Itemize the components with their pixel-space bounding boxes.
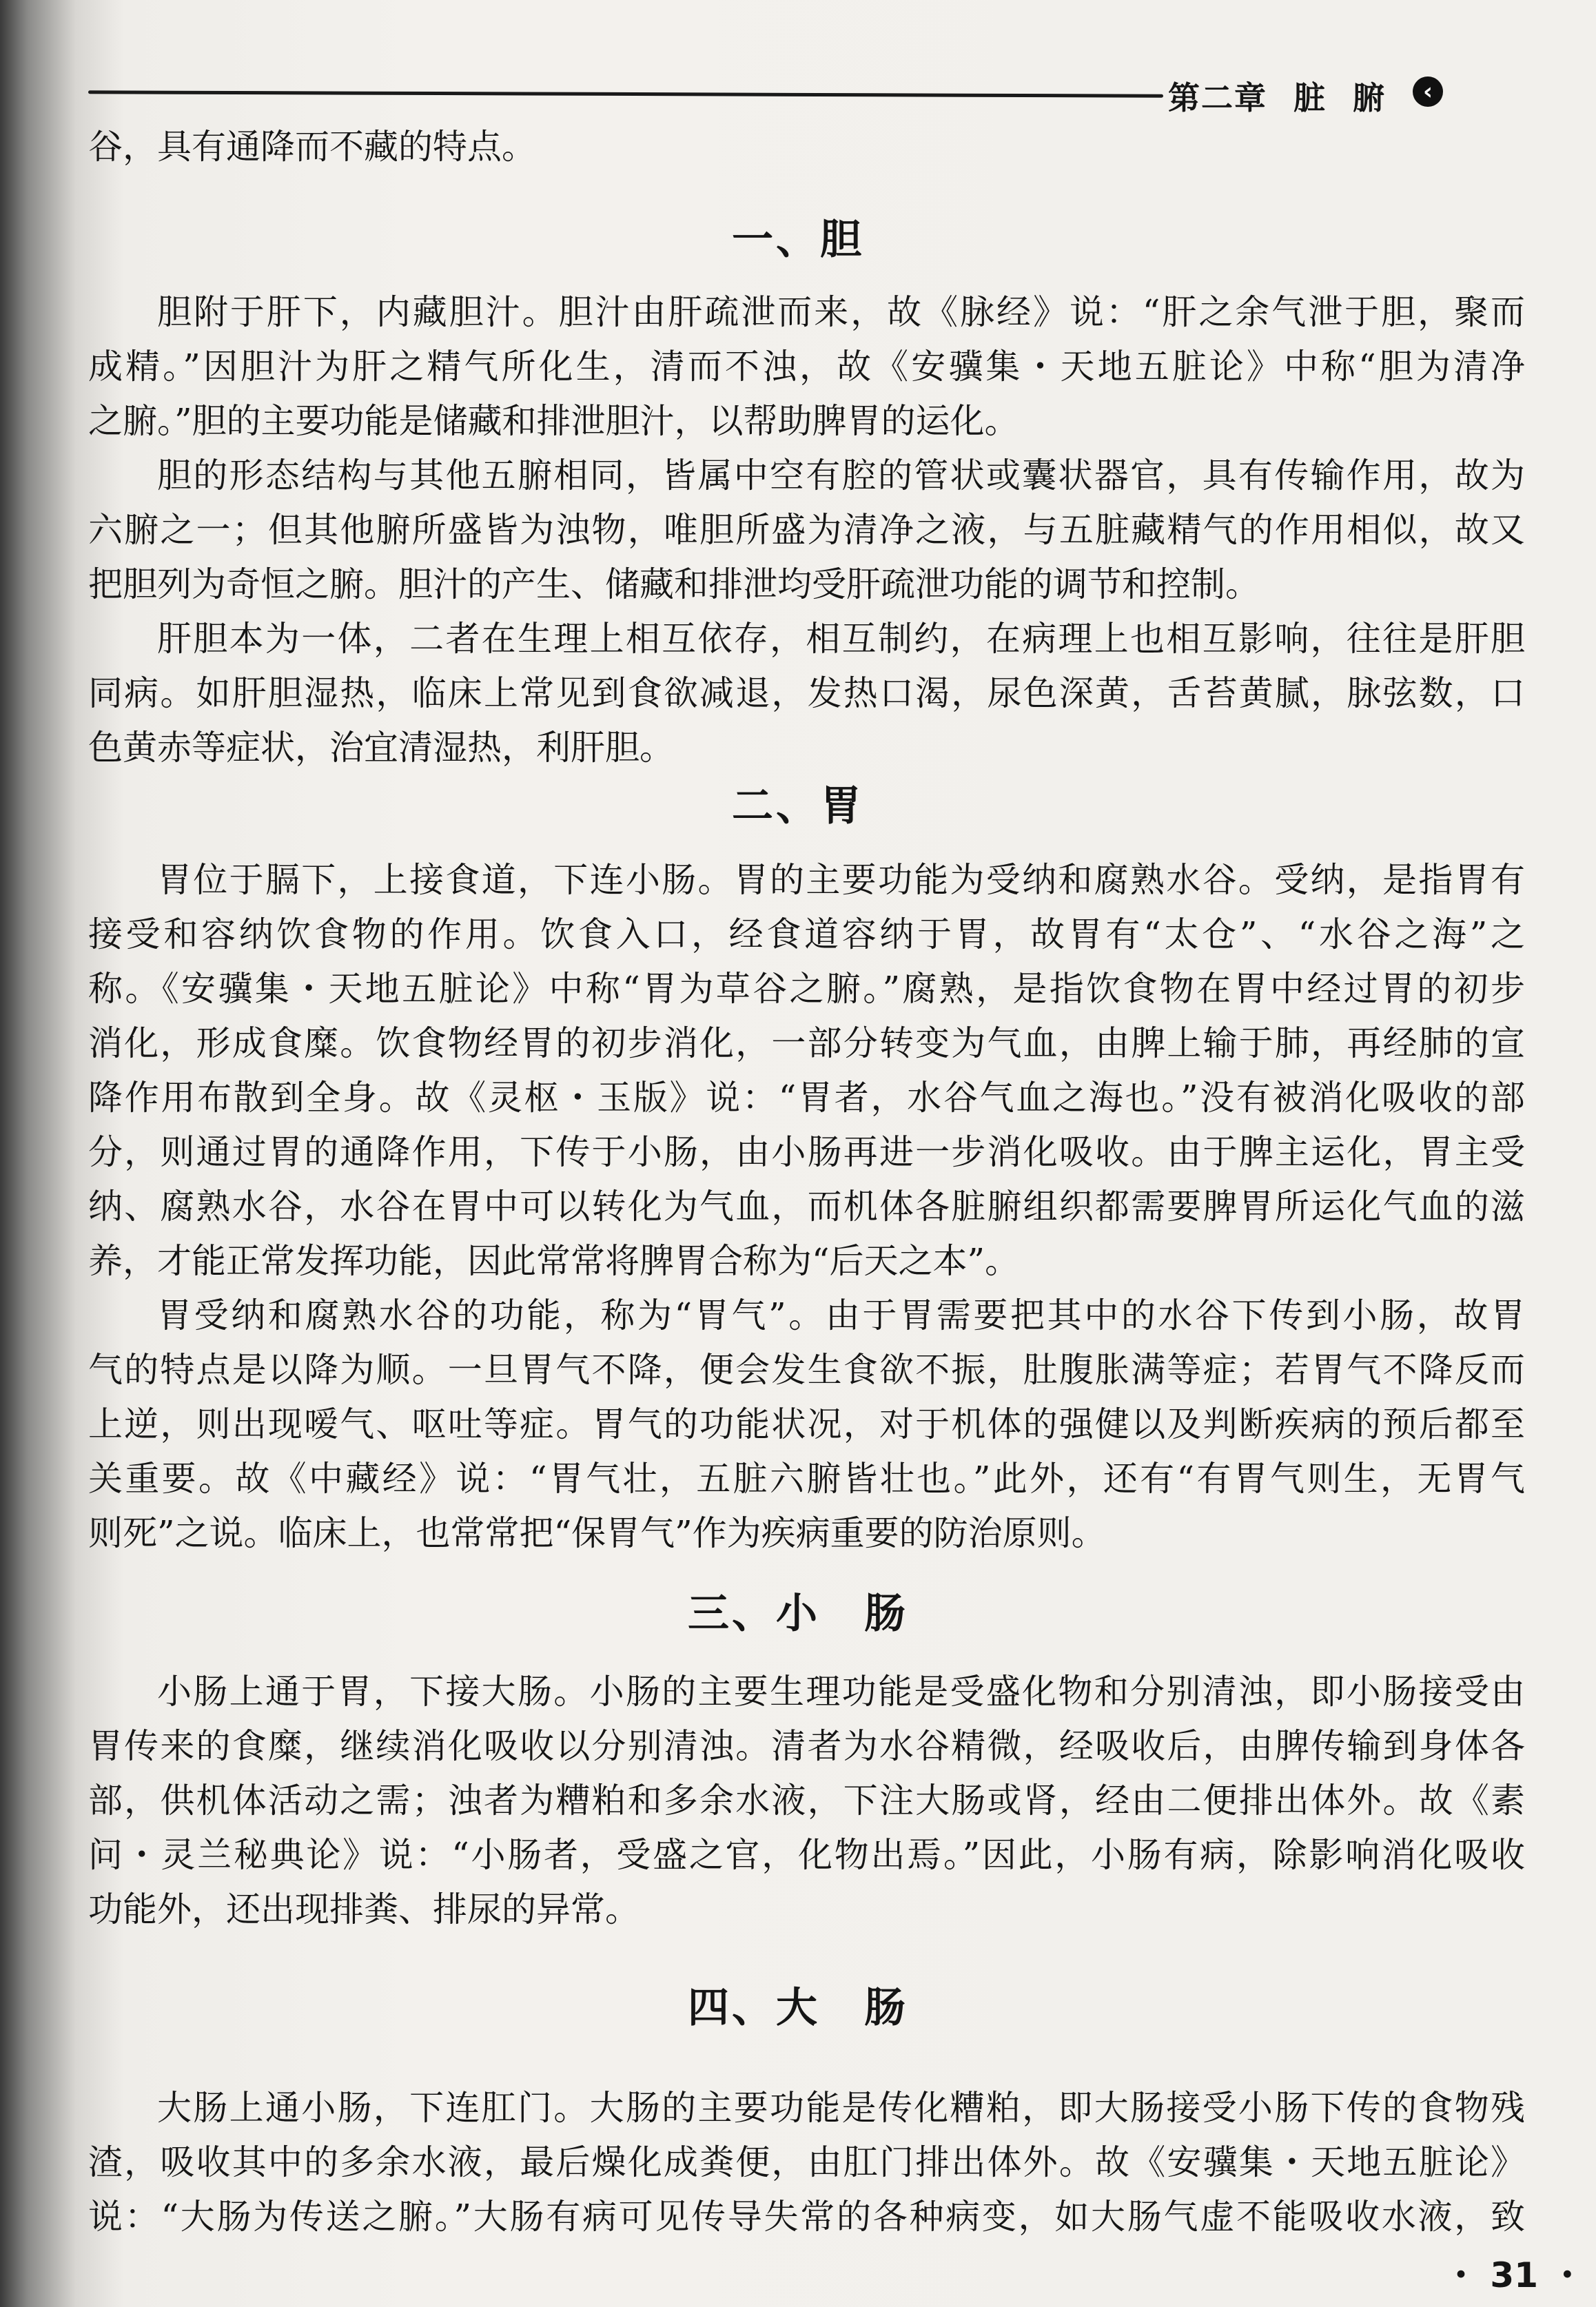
text-line: 六腑之一；但其他腑所盛皆为浊物，唯胆所盛为清净之液，与五脏藏精气的作用相似，故又 bbox=[88, 510, 1525, 550]
text-line: 接受和容纳饮食物的作用。饮食入口，经食道容纳于胃，故胃有“太仓”、“水谷之海”之 bbox=[88, 914, 1525, 954]
circle-chevron-left-icon: ‹ bbox=[1413, 76, 1443, 107]
text-line: 纳、腐熟水谷，水谷在胃中可以转化为气血，而机体各脏腑组织都需要脾胃所运化气血的滋 bbox=[88, 1187, 1525, 1227]
text-line: 胆附于肝下，内藏胆汁。胆汁由肝疏泄而来，故《脉经》说：“肝之余气泄于胆，聚而 bbox=[157, 292, 1525, 332]
header-rule bbox=[88, 90, 1163, 97]
text-line: 大肠上通小肠，下连肛门。大肠的主要功能是传化糟粕，即大肠接受小肠下传的食物残 bbox=[157, 2088, 1525, 2128]
text-line: 功能外，还出现排粪、排尿的异常。 bbox=[88, 1889, 640, 1929]
page-number: ・ 31 ・ bbox=[1444, 2255, 1585, 2295]
text-line: 气的特点是以降为顺。一旦胃气不降，便会发生食欲不振，肚腹胀满等症；若胃气不降反而 bbox=[88, 1350, 1525, 1390]
chapter-label: 第二章 bbox=[1168, 79, 1267, 116]
chapter-title-b: 腑 bbox=[1353, 79, 1386, 116]
text-line: 肝胆本为一体，二者在生理上相互依存，相互制约，在病理上也相互影响，往往是肝胆 bbox=[157, 619, 1525, 659]
text-line: 之腑。”胆的主要功能是储藏和排泄胆汁，以帮助脾胃的运化。 bbox=[88, 401, 1019, 441]
text-line: 渣，吸收其中的多余水液，最后燥化成粪便，由肛门排出体外。故《安骥集・天地五脏论》 bbox=[88, 2142, 1525, 2182]
text-line: 谷，具有通降而不藏的特点。 bbox=[88, 127, 536, 167]
text-line: 部，供机体活动之需；浊者为糟粕和多余水液，下注大肠或肾，经由二便排出体外。故《素 bbox=[88, 1781, 1525, 1821]
section-body-large-intestine bbox=[88, 2081, 1525, 2244]
text-line: 胃传来的食糜，继续消化吸收以分别清浊。清者为水谷精微，经吸收后，由脾传输到身体各 bbox=[88, 1726, 1525, 1766]
section-body-stomach bbox=[88, 853, 1525, 1561]
text-line: 分，则通过胃的通降作用，下传于小肠，由小肠再进一步消化吸收。由于脾主运化，胃主受 bbox=[88, 1132, 1525, 1172]
section-heading-stomach: 二、胃 bbox=[732, 782, 864, 830]
intro-text bbox=[88, 120, 1525, 174]
text-line: 同病。如肝胆湿热，临床上常见到食欲减退，发热口渴，尿色深黄，舌苔黄腻，脉弦数，口 bbox=[88, 673, 1525, 713]
text-line: 消化，形成食糜。饮食物经胃的初步消化，一部分转变为气血，由脾上输于肺，再经肺的宣 bbox=[88, 1023, 1525, 1063]
text-line: 成精。”因胆汁为肝之精气所化生，清而不浊，故《安骥集・天地五脏论》中称“胆为清净 bbox=[88, 347, 1525, 387]
text-line: 问・灵兰秘典论》说：“小肠者，受盛之官，化物出焉。”因此，小肠有病，除影响消化吸收 bbox=[88, 1835, 1525, 1875]
text-line: 降作用布散到全身。故《灵枢・玉版》说：“胃者，水谷气血之海也。”没有被消化吸收的部 bbox=[88, 1078, 1525, 1118]
text-line: 胆的形态结构与其他五腑相同，皆属中空有腔的管状或囊状器官，具有传输作用，故为 bbox=[157, 455, 1525, 495]
text-line: 胃受纳和腐熟水谷的功能，称为“胃气”。由于胃需要把其中的水谷下传到小肠，故胃 bbox=[157, 1295, 1525, 1335]
text-line: 关重要。故《中藏经》说：“胃气壮，五脏六腑皆壮也。”此外，还有“有胃气则生，无胃气 bbox=[88, 1459, 1525, 1499]
text-line: 养，才能正常发挥功能，因此常常将脾胃合称为“后天之本”。 bbox=[88, 1241, 1020, 1281]
running-header bbox=[1168, 73, 1412, 119]
text-line: 胃位于膈下，上接食道，下连小肠。胃的主要功能为受纳和腐熟水谷。受纳，是指胃有 bbox=[157, 860, 1525, 900]
text-line: 则死”之说。临床上，也常常把“保胃气”作为疾病重要的防治原则。 bbox=[88, 1513, 1106, 1553]
text-line: 色黄赤等症状，治宜清湿热，利肝胆。 bbox=[88, 728, 674, 768]
section-body-gallbladder bbox=[88, 285, 1525, 775]
section-heading-gallbladder: 一、胆 bbox=[732, 216, 864, 264]
section-body-small-intestine bbox=[88, 1665, 1525, 1937]
text-line: 上逆，则出现嗳气、呕吐等症。胃气的功能状况，对于机体的强健以及判断疾病的预后都至 bbox=[88, 1404, 1525, 1444]
chapter-title-a: 脏 bbox=[1293, 79, 1327, 116]
section-heading-large-intestine: 四、大 肠 bbox=[688, 1984, 908, 2032]
section-heading-small-intestine: 三、小 肠 bbox=[688, 1590, 908, 1638]
text-line: 说：“大肠为传送之腑。”大肠有病可见传导失常的各种病变，如大肠气虚不能吸收水液，致 bbox=[88, 2197, 1525, 2237]
text-line: 把胆列为奇恒之腑。胆汁的产生、储藏和排泄均受肝疏泄功能的调节和控制。 bbox=[88, 564, 1260, 604]
text-line: 称。《安骥集・天地五脏论》中称“胃为草谷之腑。”腐熟，是指饮食物在胃中经过胃的初步 bbox=[88, 969, 1525, 1009]
text-line: 小肠上通于胃，下接大肠。小肠的主要生理功能是受盛化物和分别清浊，即小肠接受由 bbox=[157, 1672, 1525, 1712]
